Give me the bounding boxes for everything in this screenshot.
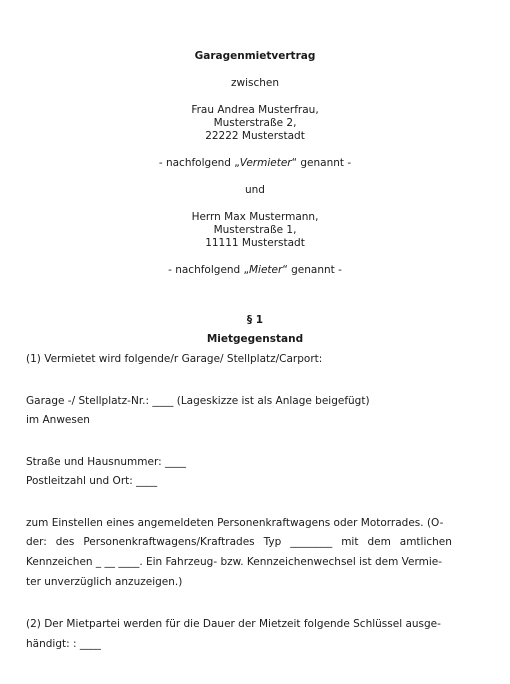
paragraph-2-line-1: (2) Der Mietpartei werden für die Dauer der Mietzeit folgende Schlüssel ausge-: [26, 618, 441, 630]
tenant-street: Musterstraße 1,: [213, 224, 297, 236]
usage-line-4: ter unverzüglich anzuzeigen.): [26, 576, 183, 588]
usage-word: ________: [290, 536, 333, 548]
usage-word: des: [55, 536, 75, 548]
landlord-city: 22222 Musterstadt: [205, 130, 305, 142]
landlord-name: Frau Andrea Musterfrau,: [191, 104, 319, 116]
tenant-name: Herrn Max Mustermann,: [191, 211, 319, 223]
garage-number-line: Garage -/ Stellplatz-Nr.: ____ (Lageskizze ist als Anlage beigefügt): [26, 395, 370, 407]
usage-word: Typ: [263, 536, 282, 548]
street-line: Straße und Hausnummer: ____: [26, 456, 186, 468]
role-prefix: - nachfolgend „: [158, 157, 240, 169]
usage-word: Personenkraftwagens/Kraftrades: [83, 536, 255, 548]
document-title: Garagenmietvertrag: [194, 50, 316, 62]
tenant-role-line: [0, 264, 510, 277]
anwesen-line: im Anwesen: [26, 414, 90, 426]
role-suffix: “ genannt -: [291, 157, 352, 169]
paragraph-1-intro: (1) Vermietet wird folgende/r Garage/ Stellplatz/Carport:: [26, 353, 323, 365]
usage-line-3: Kennzeichen _ __ ____. Ein Fahrzeug- bzw. Kennzeichenwechsel ist dem Vermie-: [26, 556, 443, 568]
tenant-city: 11111 Musterstadt: [205, 237, 305, 249]
role-suffix: “ genannt -: [282, 264, 342, 276]
usage-word: dem: [367, 536, 391, 548]
landlord-role-line: [0, 157, 510, 170]
paragraph-2-line-2: händigt: : ____: [26, 638, 101, 650]
role-prefix: - nachfolgend „: [168, 264, 249, 276]
section-heading: Mietgegenstand: [206, 333, 304, 345]
landlord-role: Vermieter: [239, 157, 292, 169]
landlord-street: Musterstraße 2,: [213, 117, 297, 129]
usage-word: der:: [26, 536, 47, 548]
usage-word: mit: [341, 536, 359, 548]
usage-word: amtlichen: [399, 536, 452, 548]
between-label: zwischen: [230, 77, 280, 89]
section-number: § 1: [246, 314, 264, 326]
and-label: und: [245, 184, 265, 196]
postal-line: Postleitzahl und Ort: ____: [26, 475, 158, 487]
usage-line-2: [26, 536, 452, 549]
tenant-role: Mieter: [249, 264, 283, 276]
usage-line-1: zum Einstellen eines angemeldeten Personenkraftwagens oder Motorrades. (O-: [26, 517, 444, 529]
